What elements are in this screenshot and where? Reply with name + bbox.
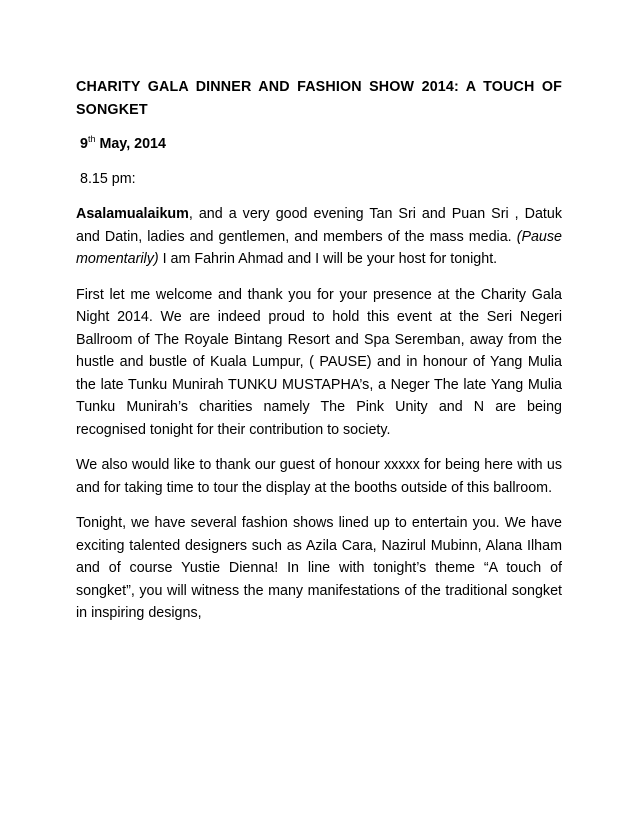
date-day: 9: [80, 136, 88, 152]
document-title: CHARITY GALA DINNER AND FASHION SHOW 2014: A TOUCH OF SONGKET: [76, 79, 562, 118]
date-suffix: th: [87, 134, 96, 144]
paragraph-thanks: We also would like to thank our guest of honour xxxxx for being here with us and for taking time to tour the display at the booths outside of this ballroom.: [76, 457, 562, 496]
greeting-word: Asalamualaikum: [76, 206, 189, 222]
paragraph-welcome: First let me welcome and thank you for your presence at the Charity Gala Night 2014. We are indeed proud to hold this event at the Seri Negeri Ballroom of The Royale Bintang Resort and Spa Seremban, away from the hustle and bustle of Kuala Lumpur, ( PAUSE) and in honour of Yang Mulia the late Tunku Munirah TUNKU MUSTAPHA’s, a Neger The late Yang Mulia Tunku Munirah’s charities namely The Pink Unity and N are being recognised tonight for their contribution to society.: [76, 286, 562, 438]
event-time: 8.15 pm:: [80, 170, 136, 187]
greeting-text-a: , and a very good evening Tan Sri and Puan Sri , Datuk and Datin, ladies and gentlemen, and members of the mass media.: [76, 206, 562, 245]
greeting-text-b: I am Fahrin Ahmad and I will be your host for tonight.: [158, 251, 498, 267]
paragraph-greeting: [76, 203, 562, 271]
date-rest: May, 2014: [95, 136, 166, 152]
stage-direction: (Pause momentarily): [76, 228, 562, 267]
document-page: [76, 76, 562, 638]
event-date: [80, 133, 562, 156]
paragraph-fashion-shows: Tonight, we have several fashion shows lined up to entertain you. We have exciting talented designers such as Azila Cara, Nazirul Mubinn, Alana Ilham and of course Yustie Dienna! In line with tonight’s theme “A touch of songket”, you will witness the many manifestations of the traditional songket in inspiring designs,: [76, 515, 562, 621]
